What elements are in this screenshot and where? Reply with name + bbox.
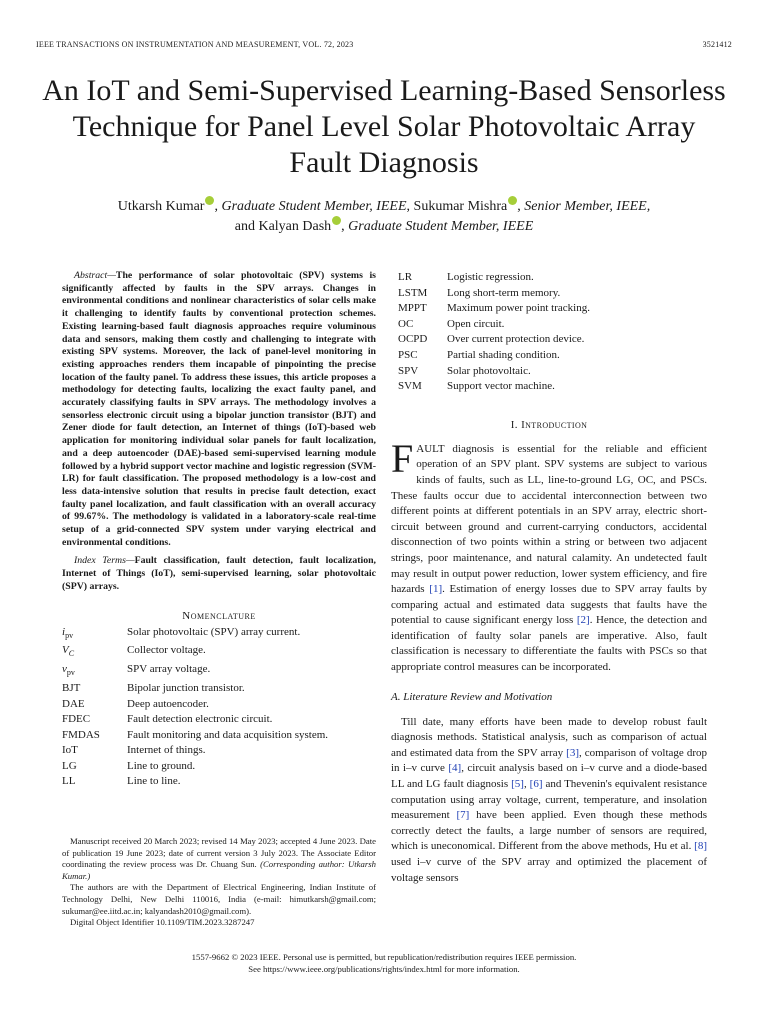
nomenclature-row: IoT Internet of things. xyxy=(62,744,206,757)
nomenclature-row: SVM Support vector machine. xyxy=(398,380,555,393)
nomenclature-row: FDEC Fault detection electronic circuit. xyxy=(62,713,273,726)
author-name: Utkarsh Kumar xyxy=(117,199,205,214)
author-role: Graduate Student Member, IEEE xyxy=(348,219,534,234)
nomenclature-row: SPV Solar photovoltaic. xyxy=(398,364,531,377)
citation-link[interactable]: [3] xyxy=(566,746,579,759)
first-page-footnote xyxy=(62,836,376,929)
nomenclature-row: $i_{pv}$ Solar photovoltaic (SPV) array current. xyxy=(62,625,301,640)
subsection-heading: A. Literature Review and Motivation xyxy=(391,690,553,703)
author-conjunction: and xyxy=(234,219,255,234)
nomenclature-table-continued xyxy=(398,270,590,395)
author-list: Utkarsh Kumar , Graduate Student Member, IEEE, Sukumar Mishra , Senior Member, IEEE, and Kalyan Dash , Graduate Student Member, IEEE xyxy=(60,196,708,236)
index-terms-text: Fault classification, fault detection, fault localization, Internet of Things (IoT), semi-supervised learning, solar photovoltaic (SPV) arrays. xyxy=(62,555,377,592)
nomenclature-heading: Nomenclature xyxy=(182,609,256,622)
nomenclature-row: LSTM Long short-term memory. xyxy=(398,286,561,299)
corresponding-author: (Corresponding author: Utkarsh Kumar.) xyxy=(62,859,376,881)
citation-link[interactable]: [1] xyxy=(429,583,443,596)
citation-link[interactable]: [7] xyxy=(456,809,470,822)
citation-link[interactable]: [5] xyxy=(511,778,524,791)
nomenclature-row: MPPT Maximum power point tracking. xyxy=(398,302,590,315)
article-number: 3521412 xyxy=(702,40,732,49)
author-role: Senior Member, IEEE, xyxy=(524,199,651,214)
drop-cap: F xyxy=(391,435,414,481)
nomenclature-row: PSC Partial shading condition. xyxy=(398,348,560,361)
affiliation: The authors are with the Department of Electrical Engineering, Indian Institute of Technology Delhi, New Delhi 110016, India (e-mail: himutkarsh@gmail.com; sukumar@ee.iitd.ac.in; kalyandash2010@gmail.com). xyxy=(62,882,376,916)
nomenclature-row: BJT Bipolar junction transistor. xyxy=(62,681,245,694)
nomenclature-row: OC Open circuit. xyxy=(398,317,505,330)
orcid-icon[interactable] xyxy=(205,196,214,205)
literature-paragraph: Till date, many efforts have been made to develop robust fault diagnosis methods. Statistical analysis, such as comparison of actual and estimated data from the SPV array [3], comparison of voltage drop in i–v curve [4], circuit analysis based on i–v curve and a diode-based LL and LG fault diagnosis [5], [6] and Thevenin's equivalent resistance computation using array voltage, current, temperature, and insolation measurement [7] have been applied. Even though these methods correctly detect the faults, a large number of sensors are required, which is uneconomical. Different from the above methods, Hu et al. [8] used i–v curve of the SPV array and optimized the placement of voltage sensors xyxy=(391,715,708,884)
nomenclature-row: DAE Deep autoencoder. xyxy=(62,697,209,710)
citation-link[interactable]: [6] xyxy=(529,778,543,791)
index-terms xyxy=(62,555,376,593)
manuscript-dates: Manuscript received 20 March 2023; revised 14 May 2023; accepted 4 June 2023. Date of publication 19 June 2023; date of current version 3 July 2023. The Associate Editor coordinating the review process was Dr. Chuang Sun. (Corresponding author: Utkarsh Kumar.) xyxy=(62,836,376,881)
nomenclature-row: LG Line to ground. xyxy=(62,759,196,772)
orcid-icon[interactable] xyxy=(332,216,341,225)
nomenclature-row: LR Logistic regression. xyxy=(398,271,534,283)
abstract-lead: Abstract— xyxy=(74,270,116,281)
nomenclature-row: $v_{pv}$ SPV array voltage. xyxy=(62,663,211,678)
citation-link[interactable]: [4] xyxy=(448,762,462,775)
nomenclature-row: LL Line to line. xyxy=(62,775,181,788)
citation-link[interactable]: [2] xyxy=(576,614,590,627)
author-name: Kalyan Dash xyxy=(258,219,332,234)
copyright-footer xyxy=(0,952,768,975)
nomenclature-table xyxy=(62,625,328,791)
copyright-line: 1557-9662 © 2023 IEEE. Personal use is permitted, but republication/redistribution requires IEEE permission. xyxy=(191,952,577,962)
running-header: IEEE TRANSACTIONS ON INSTRUMENTATION AND MEASUREMENT, VOL. 72, 2023 xyxy=(36,40,354,49)
paper-title: An IoT and Semi-Supervised Learning-Based Sensorless Technique for Panel Level Solar Photovoltaic Array Fault Diagnosis xyxy=(42,74,726,179)
doi: Digital Object Identifier 10.1109/TIM.2023.3287247 xyxy=(70,917,255,928)
author-role: Graduate Student Member, IEEE xyxy=(221,199,407,214)
abstract-text: The performance of solar photovoltaic (SPV) systems is significantly affected by faults in the SPV arrays. Changes in environmental conditions and nonlinear characteristics of solar cells make it challenging to identify faults by conventional protection schemes. Existing learning-based fault diagnosis approaches require voluminous data and sensors, making them costly and challenging to integrate with existing SPV systems. Moreover, the lack of panel-level monitoring in existing approaches renders them incapable of pinpointing the precise location of the faulty panel. To address these issues, this article proposes a methodology for detecting faults, localizing the exact faulty panel, and accurately classifying faults in SPV arrays. The methodology involves a sensorless electronic circuit using a bipolar junction transistor (BJT) and Zener diode for fault detection, an Internet of things (IoT)-based web application for monitoring individual solar panels for fault localization, and a deep autoencoder (DAE)-based semi-supervised learning module followed by a hybrid support vector machine and logistic regression (SVM-LR) for fault classification. The proposed methodology is a low-cost and less data-intensive solution that results in precise fault detection, exact faulty panel localization, and fault classification with an overall accuracy of 99.67%. The methodology is validated in a laboratory-scale real-time setup of a grid-connected SPV system under varying electrical and environmental conditions. xyxy=(62,270,376,548)
index-terms-lead: Index Terms— xyxy=(74,555,135,567)
orcid-icon[interactable] xyxy=(508,196,517,205)
intro-paragraph: FAULT diagnosis is essential for the reliable and efficient operation of an SPV plant. SPV systems are subject to various kinds of faults, such as LL, line-to-ground LG, OC, and PSCs. These faults occur due to accidental interconnection between two different points at different potentials in an SPV array, electric short-circuit between ground and current-carrying conductors, accidental disconnection of two points within a string or between two adjacent strings, poor maintenance, and natural calamity. An undetected fault may result in output power reduction, lower system efficiency, and fire hazards [1]. Estimation of energy losses due to SPV array faults by comparing actual and estimated data suggests that faults have the potential to cause significant energy loss [2]. Hence, the detection and identification of faulty solar panels are imperative. Also, fault classification is necessary to differentiate the faults with PSCs so that appropriate control measures can be incorporated. xyxy=(391,435,707,674)
section-heading-introduction: I. Introduction xyxy=(510,418,588,431)
abstract xyxy=(62,270,376,549)
right-column xyxy=(391,270,707,886)
nomenclature-row: OCPD Over current protection device. xyxy=(398,333,585,346)
nomenclature-row: FMDAS Fault monitoring and data acquisition system. xyxy=(62,728,329,741)
citation-link[interactable]: [8] xyxy=(694,840,707,853)
nomenclature-row: $V_C$ Collector voltage. xyxy=(62,644,206,659)
author-name: Sukumar Mishra xyxy=(413,199,508,214)
left-column xyxy=(62,270,376,790)
rights-link-line[interactable]: See https://www.ieee.org/publications/rights/index.html for more information. xyxy=(248,963,520,974)
